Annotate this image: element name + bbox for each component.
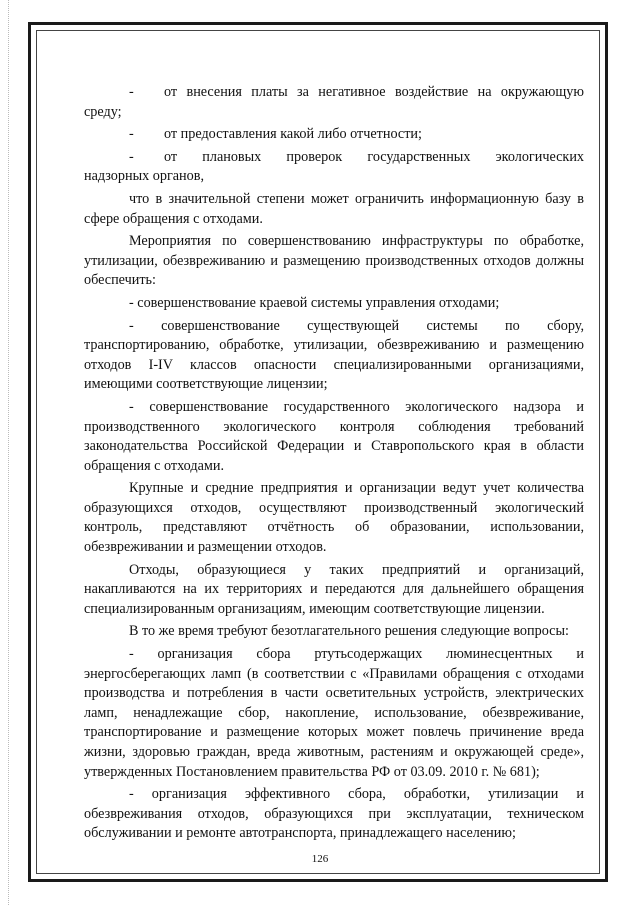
- list-dash: -: [129, 148, 134, 165]
- list-item: [84, 125, 584, 145]
- list-item-text: от предоставления какой либо отчетности;: [164, 126, 422, 143]
- paragraph: - совершенствование существующей системы по сбору, транспортированию, обработке, утилизации, обезвреживанию и размещению отходов I-IV классов опасности специализированными организациями, имеющими соответствующие лицензии;: [84, 317, 584, 393]
- scan-edge-rule: [8, 0, 10, 905]
- paragraph: Мероприятия по совершенствованию инфраструктуры по обработке, утилизации, обезвреживанию и размещению производственных отходов должны обеспечить:: [84, 233, 584, 289]
- paragraph: - организация сбора ртутьсодержащих люминесцентных и энергосберегающих ламп (в соответствии с «Правилами обращения с отходами производства и потребления в части осветительных устройств, электрических ламп, ненадлежащие сбор, накопление, использование, обезвреживание, транспортирование и размещение которых может повлечь причинение вреда жизни, здоровью граждан, вреда животным, растениям и окружающей среде», утвержденных Постановлением правительства РФ от 03.09. 2010 г. № 681);: [84, 646, 584, 780]
- page-number: 126: [311, 853, 329, 865]
- paragraph: В то же время требуют безотлагательного решения следующие вопросы:: [129, 623, 569, 640]
- list-dash: -: [129, 84, 134, 100]
- list-item-continuation: среду;: [84, 103, 122, 120]
- list-item: [84, 83, 584, 103]
- paragraph: что в значительной степени может ограничить информационную базу в сфере обращения с отходами.: [84, 190, 584, 227]
- paragraph: - организация эффективного сбора, обработки, утилизации и обезвреживания отходов, образующихся при эксплуатации, техническом обслуживании и ремонте автотранспорта, принадлежащего населению;: [84, 786, 584, 842]
- list-item-continuation: надзорных органов,: [84, 168, 204, 185]
- list-item: [84, 148, 584, 168]
- list-dash: -: [129, 126, 134, 143]
- list-item-text: от внесения платы за негативное воздействие на окружающую: [164, 84, 584, 100]
- document-body: [84, 83, 584, 844]
- paragraph: - совершенствование краевой системы управления отходами;: [129, 294, 500, 311]
- paragraph: - совершенствование государственного экологического надзора и производственного экологического контроля соблюдения требований законодательства Российской Федерации и Ставропольского края в области обращения с отходами.: [84, 398, 584, 474]
- paragraph: Крупные и средние предприятия и организации ведут учет количества образующихся отходов, осуществляют производственный экологический контроль, представляют отчётность об образовании, использовании, обезвреживании и размещении отходов.: [84, 480, 584, 556]
- paragraph: Отходы, образующиеся у таких предприятий и организаций, накапливаются на их территориях и передаются для дальнейшего обращения специализированным организациям, имеющим соответствующие лицензии.: [84, 561, 584, 617]
- list-item-text: от плановых проверок государственных экологических: [164, 148, 584, 165]
